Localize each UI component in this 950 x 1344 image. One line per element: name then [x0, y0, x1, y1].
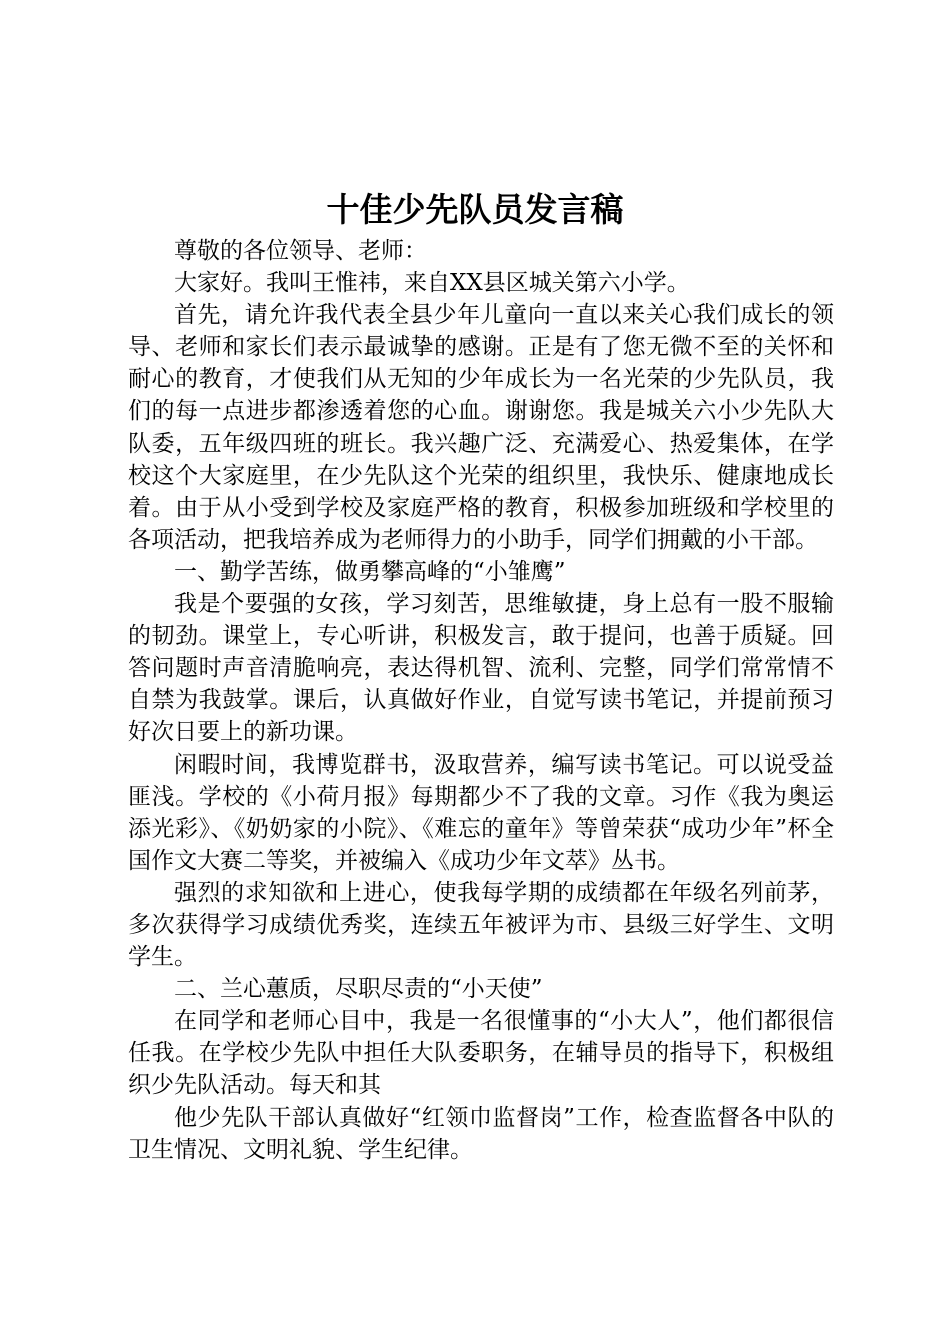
reading-paragraph: 闲暇时间，我博览群书，汲取营养，编写读书笔记。可以说受益匪浅。学校的《小荷月报》每期都少不了我的文章。习作《我为奥运添光彩》、《奶奶家的小院》、《难忘的童年》等曾荣获“成功少年”杯全国作文大赛二等奖，并被编入《成功少年文萃》丛书。: [128, 751, 834, 874]
intro-paragraph: 首先，请允许我代表全县少年儿童向一直以来关心我们成长的领导、老师和家长们表示最诚挚的感谢。正是有了您无微不至的关怀和耐心的教育，才使我们从无知的少年成长为一名光荣的少先队员，我们的每一点进步都渗透着您的心血。谢谢您。我是城关六小少先队大队委，五年级四班的班长。我兴趣广泛、充满爱心、热爱集体，在学校这个大家庭里，在少先队这个光荣的组织里，我快乐、健康地成长着。由于从小受到学校及家庭严格的教育，积极参加班级和学校里的各项活动，把我培养成为老师得力的小助手，同学们拥戴的小干部。: [128, 302, 834, 553]
duty-paragraph: 他少先队干部认真做好“红领巾监督岗”工作，检查监督各中队的卫生情况、文明礼貌、学生纪律。: [128, 1104, 834, 1163]
greeting-paragraph: 大家好。我叫王惟祎，来自XX县区城关第六小学。: [174, 270, 690, 297]
document-title: 十佳少先队员发言稿: [326, 190, 624, 229]
study-paragraph: 我是个要强的女孩，学习刻苦，思维敏捷，身上总有一股不服输的韧劲。课堂上，专心听讲，积极发言，敢于提问，也善于质疑。回答问题时声音清脆响亮，表达得机智、流利、完整，同学们常常情不自禁为我鼓掌。课后，认真做好作业，自觉写读书笔记，并提前预习好次日要上的新功课。: [128, 591, 834, 746]
section-heading-2: 二、兰心蕙质，尽职尽责的“小天使”: [174, 976, 543, 1003]
trust-paragraph: 在同学和老师心目中，我是一名很懂事的“小大人”，他们都很信任我。在学校少先队中担任大队委职务，在辅导员的指导下，积极组织少先队活动。每天和其: [128, 1008, 834, 1099]
achievement-paragraph: 强烈的求知欲和上进心，使我每学期的成绩都在年级名列前茅，多次获得学习成绩优秀奖，连续五年被评为市、县级三好学生、文明学生。: [128, 879, 834, 971]
salutation-paragraph: 尊敬的各位领导、老师：: [174, 238, 427, 264]
document-body: [128, 235, 834, 1166]
section-heading-1: 一、勤学苦练，做勇攀高峰的“小雏鹰”: [174, 558, 566, 585]
